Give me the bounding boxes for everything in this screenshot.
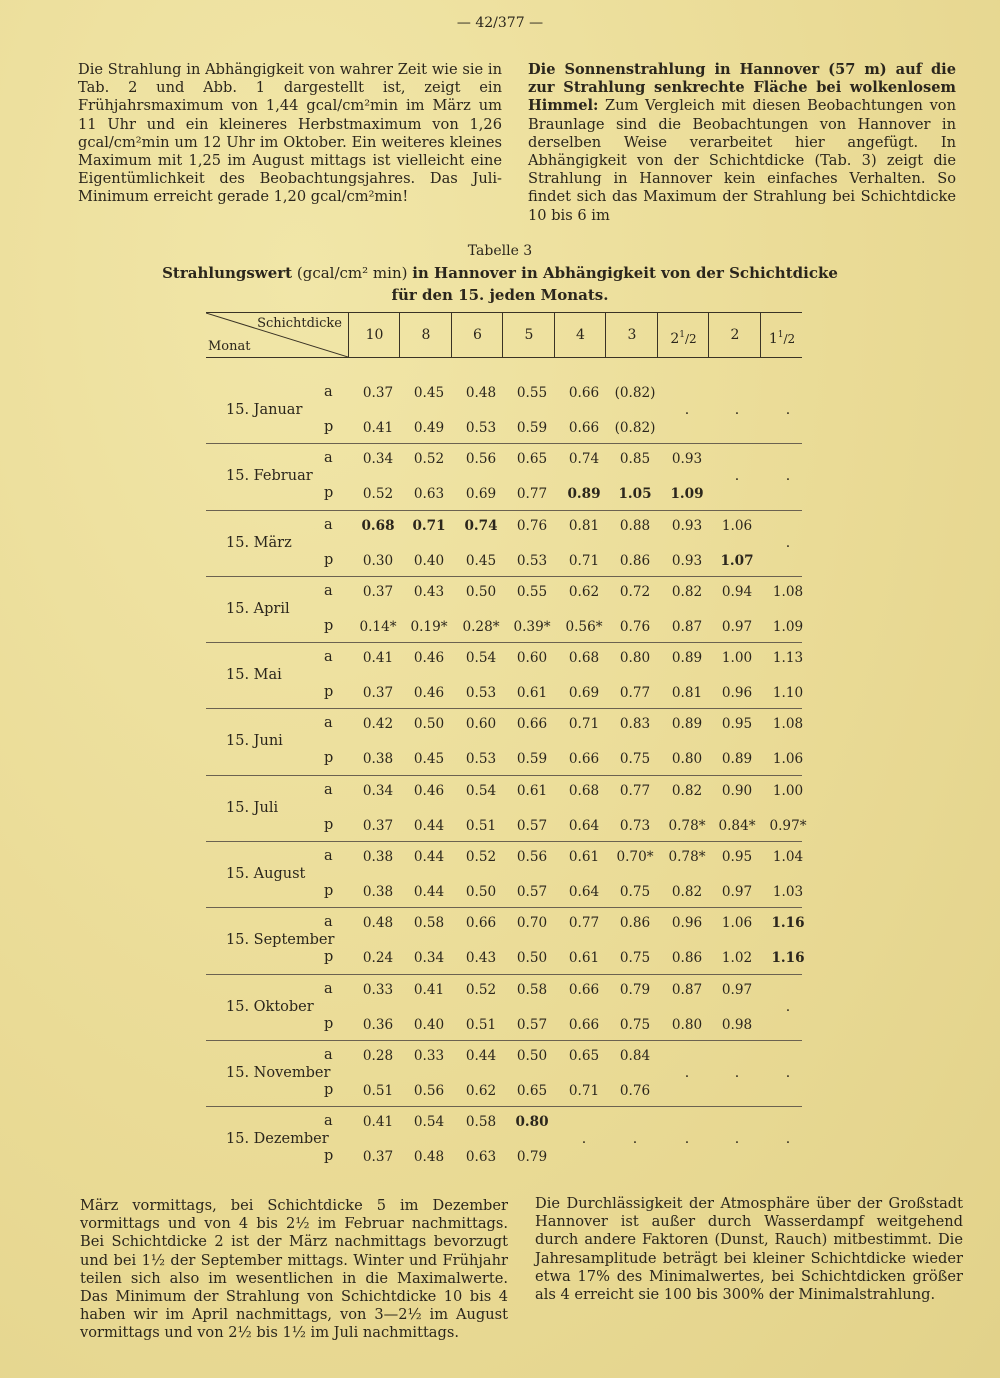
value-cell-p: 0.57 <box>516 884 548 901</box>
row-label-p: p <box>324 617 334 634</box>
value-cell-p: 0.28* <box>462 618 500 635</box>
empty-cell-dot: . <box>684 1131 690 1148</box>
row-label-p: p <box>324 816 334 833</box>
value-cell-a: 0.45 <box>413 385 445 401</box>
value-cell-p: 0.84* <box>718 817 756 834</box>
month-row <box>206 908 805 974</box>
empty-cell-dot: . <box>785 998 791 1015</box>
value-cell-a: 0.66 <box>568 981 600 998</box>
row-label-a: a <box>324 715 333 732</box>
month-row <box>206 975 802 1041</box>
value-cell-p: 0.59 <box>516 751 548 768</box>
corner-label-monat: Monat <box>208 339 251 354</box>
table-title-part1: Strahlungswert <box>162 264 293 282</box>
month-row <box>206 842 802 908</box>
page-number: — 42/377 — <box>456 15 544 31</box>
empty-cell-dot: . <box>734 1131 740 1148</box>
row-label-p: p <box>324 883 334 900</box>
table-title-unit: (gcal/cm² min) <box>292 264 413 282</box>
month-name: 15. April <box>226 600 290 617</box>
value-cell-p: 0.43 <box>465 950 497 967</box>
column-header-fraction-den: /2 <box>684 332 697 346</box>
value-cell-p: 1.09 <box>670 486 704 503</box>
value-cell-p: 0.66 <box>568 420 600 436</box>
value-cell-a: 0.70* <box>616 849 654 866</box>
empty-cell-dot: . <box>734 1064 740 1081</box>
value-cell-p: 0.97 <box>721 618 753 635</box>
intro-right-text: Zum Vergleich mit diesen Beobachtungen von Braunlage sind die Beobachtungen von Hannover in derselben Weise verarbeitet hier angefügt. In Abhängigkeit von der Schichtdicke (Tab. 3) zeigt die Strahlung in Hannover kein einfaches Verhalten. So findet sich das Maximum der Strahlung bei Schichtdicke 10 bis 6 im <box>528 97 956 224</box>
value-cell-p: 0.61 <box>568 950 600 967</box>
value-cell-p: 0.64 <box>568 884 600 901</box>
column-header <box>708 313 761 357</box>
value-cell-p: 0.53 <box>465 420 497 436</box>
value-cell-a: 0.78* <box>668 849 706 866</box>
value-cell-a: 0.60 <box>465 716 497 733</box>
value-cell-a: 0.54 <box>413 1114 445 1131</box>
value-cell-a: 0.93 <box>671 451 703 468</box>
value-cell-p: 0.66 <box>568 1016 600 1033</box>
value-cell-p: 0.57 <box>516 1016 548 1033</box>
value-cell-a: 0.76 <box>516 517 548 534</box>
value-cell-p: 1.02 <box>721 950 753 967</box>
value-cell-p: 0.77 <box>619 685 651 702</box>
value-cell-p: 0.78* <box>668 817 706 834</box>
month-name: 15. Mai <box>226 667 282 684</box>
value-cell-p: 0.51 <box>465 1016 497 1033</box>
value-cell-p: 0.81 <box>671 685 703 702</box>
empty-cell-dot: . <box>734 468 740 485</box>
value-cell-p: 0.63 <box>413 486 445 503</box>
value-cell-a: 0.58 <box>516 981 548 998</box>
value-cell-a: 0.50 <box>465 583 497 600</box>
value-cell-p: 0.30 <box>362 552 394 569</box>
value-cell-a: 1.08 <box>772 716 804 733</box>
outro-right-paragraph <box>535 1195 963 1304</box>
row-label-a: a <box>324 848 333 865</box>
value-cell-a: 0.80 <box>515 1114 549 1131</box>
empty-cell-dot: . <box>785 468 791 485</box>
column-header <box>760 313 803 357</box>
value-cell-p: 0.53 <box>465 685 497 702</box>
row-label-a: a <box>324 781 333 798</box>
value-cell-a: 0.55 <box>516 385 548 401</box>
value-cell-p: 0.66 <box>568 751 600 768</box>
value-cell-a: 0.65 <box>516 451 548 468</box>
value-cell-a: 0.61 <box>516 782 548 799</box>
value-cell-a: 0.50 <box>516 1047 548 1064</box>
value-cell-a: 0.55 <box>516 583 548 600</box>
value-cell-p: 0.97 <box>721 884 753 901</box>
value-cell-p: 0.53 <box>516 552 548 569</box>
header-corner-cell <box>206 313 348 357</box>
value-cell-p: 0.93 <box>671 552 703 569</box>
row-label-a: a <box>324 450 333 467</box>
column-header-value: 2 <box>670 331 680 347</box>
row-label-a: a <box>324 1046 333 1063</box>
month-name: 15. März <box>226 534 292 551</box>
value-cell-a: 0.77 <box>619 782 651 799</box>
empty-cell-dot: . <box>785 534 791 551</box>
value-cell-a: 1.06 <box>721 517 753 534</box>
value-cell-a: 0.74 <box>568 451 600 468</box>
row-label-p: p <box>324 684 334 701</box>
month-row <box>206 378 802 444</box>
intro-right-paragraph <box>528 61 956 225</box>
value-cell-a: 0.44 <box>465 1047 497 1064</box>
value-cell-a: 0.41 <box>362 650 394 667</box>
value-cell-a: 0.54 <box>465 650 497 667</box>
value-cell-a: 0.84 <box>619 1047 651 1064</box>
value-cell-p: 0.57 <box>516 817 548 834</box>
column-header-value: 4 <box>576 327 585 343</box>
column-header-fraction-num: 1 <box>777 330 784 340</box>
row-label-p: p <box>324 949 334 966</box>
value-cell-a: 0.81 <box>568 517 600 534</box>
value-cell-p: 0.51 <box>465 817 497 834</box>
value-cell-p: 1.03 <box>772 884 804 901</box>
month-name: 15. November <box>226 1064 331 1081</box>
value-cell-p: 0.40 <box>413 552 445 569</box>
empty-cell-dot: . <box>785 1064 791 1081</box>
value-cell-a: 0.82 <box>671 583 703 600</box>
column-header <box>502 313 555 357</box>
value-cell-p: 0.62 <box>465 1082 497 1099</box>
value-cell-p: 0.75 <box>619 751 651 768</box>
value-cell-p: 0.75 <box>619 1016 651 1033</box>
value-cell-p: 0.73 <box>619 817 651 834</box>
month-row <box>206 1107 802 1172</box>
month-row <box>206 643 802 709</box>
month-name: 15. Februar <box>226 468 313 485</box>
column-header <box>348 313 400 357</box>
value-cell-a: 0.46 <box>413 650 445 667</box>
value-cell-p: 0.14* <box>359 618 397 635</box>
value-cell-p: 0.75 <box>619 884 651 901</box>
value-cell-a: 0.68 <box>568 782 600 799</box>
value-cell-p: 0.76 <box>619 1082 651 1099</box>
empty-cell-dot: . <box>785 402 791 418</box>
value-cell-p: 0.37 <box>362 685 394 702</box>
value-cell-a: 0.33 <box>362 981 394 998</box>
row-label-p: p <box>324 419 334 435</box>
value-cell-p: 0.80 <box>671 1016 703 1033</box>
value-cell-p: 0.75 <box>619 950 651 967</box>
row-label-a: a <box>324 649 333 666</box>
value-cell-p: 0.50 <box>465 884 497 901</box>
row-label-p: p <box>324 1148 334 1165</box>
value-cell-a: 0.68 <box>361 517 395 534</box>
value-cell-p: (0.82) <box>614 420 656 436</box>
table-body <box>206 378 807 1173</box>
value-cell-p: 0.80 <box>671 751 703 768</box>
month-name: 15. September <box>226 932 335 949</box>
value-cell-a: 0.44 <box>413 849 445 866</box>
value-cell-p: 0.82 <box>671 884 703 901</box>
value-cell-p: 0.86 <box>619 552 651 569</box>
column-header-value: 1 <box>768 331 778 347</box>
value-cell-p: 0.77 <box>516 486 548 503</box>
value-cell-p: 0.97* <box>769 817 807 834</box>
value-cell-p: 0.56 <box>413 1082 445 1099</box>
value-cell-p: 0.98 <box>721 1016 753 1033</box>
value-cell-a: 0.62 <box>568 583 600 600</box>
value-cell-a: 0.56 <box>465 451 497 468</box>
month-name: 15. Juni <box>226 733 283 750</box>
column-header-value: 5 <box>524 327 534 343</box>
value-cell-a: 1.06 <box>721 915 753 932</box>
value-cell-p: 1.06 <box>772 751 804 768</box>
table-title-part2: in Hannover in Abhängigkeit von der Schichtdicke <box>412 264 838 282</box>
row-label-a: a <box>324 914 333 931</box>
value-cell-a: 0.66 <box>465 915 497 932</box>
value-cell-a: 0.68 <box>568 650 600 667</box>
value-cell-p: 0.61 <box>516 685 548 702</box>
value-cell-a: (0.82) <box>614 385 656 401</box>
month-row <box>206 776 807 842</box>
intro-left-text: Die Strahlung in Abhängigkeit von wahrer Zeit wie sie in Tab. 2 und Abb. 1 dargestellt ist, zeigt ein Frühjahrsmaximum von 1,44 gcal/cm²min im März um 11 Uhr und ein kleineres Herbstmaximum von 1,26 gcal/cm²min um 12 Uhr im Oktober. Ein weiteres kleines Maximum mit 1,25 im August mittags ist vielleicht eine Eigentümlichkeit des Beobachtungsjahres. Das Juli-Minimum erreicht gerade 1,20 gcal/cm²min! <box>78 61 502 206</box>
value-cell-a: 0.88 <box>619 517 651 534</box>
month-row <box>206 1041 802 1107</box>
value-cell-a: 0.65 <box>568 1047 600 1064</box>
value-cell-a: 0.70 <box>516 915 548 932</box>
column-header <box>657 313 709 357</box>
value-cell-p: 1.07 <box>720 552 754 569</box>
table-label: Tabelle 3 <box>467 243 533 259</box>
value-cell-p: 0.69 <box>568 685 600 702</box>
column-header <box>451 313 503 357</box>
value-cell-a: 1.04 <box>772 849 804 866</box>
column-header <box>605 313 658 357</box>
value-cell-p: 0.53 <box>465 751 497 768</box>
value-cell-a: 0.41 <box>362 1114 394 1131</box>
value-cell-p: 0.46 <box>413 685 445 702</box>
value-cell-a: 0.58 <box>465 1114 497 1131</box>
month-name: 15. Oktober <box>226 998 314 1015</box>
value-cell-p: 0.65 <box>516 1082 548 1099</box>
value-cell-a: 0.93 <box>671 517 703 534</box>
value-cell-p: 0.51 <box>362 1082 394 1099</box>
value-cell-a: 0.34 <box>362 782 394 799</box>
value-cell-p: 1.10 <box>772 685 804 702</box>
table-title <box>0 264 1000 282</box>
value-cell-p: 0.40 <box>413 1016 445 1033</box>
value-cell-a: 0.54 <box>465 782 497 799</box>
intro-right-heading: Die Sonnenstrahlung in Hannover (57 m) auf die zur Strahlung senkrechte Fläche bei wolkenlosem Himmel: <box>528 61 956 115</box>
value-cell-a: 0.58 <box>413 915 445 932</box>
value-cell-p: 0.44 <box>413 817 445 834</box>
value-cell-p: 0.37 <box>362 1149 394 1166</box>
value-cell-p: 0.69 <box>465 486 497 503</box>
value-cell-p: 0.86 <box>671 950 703 967</box>
value-cell-p: 0.96 <box>721 685 753 702</box>
value-cell-p: 0.64 <box>568 817 600 834</box>
value-cell-a: 0.37 <box>362 385 394 401</box>
value-cell-p: 0.71 <box>568 552 600 569</box>
value-cell-p: 0.52 <box>362 486 394 503</box>
value-cell-p: 0.38 <box>362 884 394 901</box>
row-label-a: a <box>324 516 333 533</box>
value-cell-a: 0.52 <box>465 981 497 998</box>
value-cell-p: 0.56* <box>565 618 603 635</box>
value-cell-a: 0.89 <box>671 716 703 733</box>
value-cell-a: 0.60 <box>516 650 548 667</box>
month-name: 15. Dezember <box>226 1131 329 1148</box>
value-cell-a: 0.50 <box>413 716 445 733</box>
value-cell-a: 0.66 <box>568 385 600 401</box>
value-cell-a: 1.08 <box>772 583 804 600</box>
value-cell-p: 0.79 <box>516 1149 548 1166</box>
value-cell-a: 0.43 <box>413 583 445 600</box>
value-cell-p: 0.71 <box>568 1082 600 1099</box>
value-cell-p: 0.45 <box>413 751 445 768</box>
column-header-value: 10 <box>365 327 384 343</box>
value-cell-a: 0.80 <box>619 650 651 667</box>
value-cell-p: 0.44 <box>413 884 445 901</box>
value-cell-a: 0.96 <box>671 915 703 932</box>
column-header <box>554 313 606 357</box>
radiation-table <box>206 312 807 1173</box>
value-cell-a: 0.95 <box>721 849 753 866</box>
month-row <box>206 444 802 510</box>
row-label-p: p <box>324 1015 334 1032</box>
value-cell-a: 0.61 <box>568 849 600 866</box>
value-cell-a: 0.48 <box>465 385 497 401</box>
value-cell-a: 0.95 <box>721 716 753 733</box>
value-cell-p: 0.89 <box>721 751 753 768</box>
value-cell-a: 0.71 <box>412 517 446 534</box>
value-cell-a: 0.33 <box>413 1047 445 1064</box>
value-cell-p: 0.89 <box>567 486 601 503</box>
value-cell-a: 0.87 <box>671 981 703 998</box>
value-cell-p: 0.48 <box>413 1149 445 1166</box>
month-row <box>206 511 802 577</box>
value-cell-p: 0.41 <box>362 420 394 436</box>
value-cell-a: 0.52 <box>413 451 445 468</box>
intro-left-paragraph <box>78 61 502 207</box>
value-cell-p: 1.05 <box>618 486 652 503</box>
value-cell-p: 0.37 <box>362 817 394 834</box>
month-row <box>206 577 802 643</box>
empty-cell-dot: . <box>632 1131 638 1148</box>
value-cell-a: 1.13 <box>772 650 804 667</box>
month-name: 15. August <box>226 866 306 883</box>
value-cell-p: 0.59 <box>516 420 548 436</box>
value-cell-a: 0.46 <box>413 782 445 799</box>
month-row <box>206 709 802 775</box>
value-cell-p: 0.38 <box>362 751 394 768</box>
value-cell-a: 0.77 <box>568 915 600 932</box>
value-cell-a: 0.52 <box>465 849 497 866</box>
value-cell-a: 0.66 <box>516 716 548 733</box>
value-cell-a: 1.00 <box>772 782 804 799</box>
value-cell-a: 0.34 <box>362 451 394 468</box>
value-cell-a: 0.42 <box>362 716 394 733</box>
value-cell-p: 1.09 <box>772 618 804 635</box>
empty-cell-dot: . <box>734 402 740 418</box>
value-cell-p: 0.76 <box>619 618 651 635</box>
value-cell-p: 0.36 <box>362 1016 394 1033</box>
outro-right-text: Die Durchlässigkeit der Atmosphäre über der Großstadt Hannover ist außer durch Wasserdampf weitgehend durch andere Faktoren (Dunst, Rauch) mitbestimmt. Die Jahresamplitude beträgt bei kleiner Schichtdicke wieder etwa 17% des Minimalwertes, bei Schichtdicken größer als 4 erreicht sie 100 bis 300% der Minimalstrahlung. <box>535 1195 963 1304</box>
value-cell-a: 1.00 <box>721 650 753 667</box>
value-cell-p: 0.19* <box>410 618 448 635</box>
value-cell-p: 0.87 <box>671 618 703 635</box>
value-cell-a: 0.85 <box>619 451 651 468</box>
row-label-p: p <box>324 485 334 502</box>
value-cell-a: 0.41 <box>413 981 445 998</box>
value-cell-p: 0.49 <box>413 420 445 436</box>
value-cell-a: 1.16 <box>771 915 805 932</box>
row-label-p: p <box>324 551 334 568</box>
empty-cell-dot: . <box>684 1064 690 1081</box>
row-label-a: a <box>324 1113 333 1130</box>
value-cell-p: 0.50 <box>516 950 548 967</box>
row-label-a: a <box>324 582 333 599</box>
month-name: 15. Januar <box>226 402 303 418</box>
row-label-a: a <box>324 384 333 400</box>
empty-cell-dot: . <box>684 402 690 418</box>
value-cell-a: 0.72 <box>619 583 651 600</box>
value-cell-a: 0.90 <box>721 782 753 799</box>
row-label-a: a <box>324 980 333 997</box>
column-header-value: 6 <box>473 327 482 343</box>
value-cell-a: 0.74 <box>464 517 498 534</box>
value-cell-a: 0.86 <box>619 915 651 932</box>
column-header-fraction-den: /2 <box>783 332 796 346</box>
value-cell-a: 0.37 <box>362 583 394 600</box>
table-title-line2: für den 15. jeden Monats. <box>391 286 609 304</box>
column-header-value: 8 <box>421 327 431 343</box>
value-cell-a: 0.71 <box>568 716 600 733</box>
value-cell-a: 0.28 <box>362 1047 394 1064</box>
corner-label-schichtdicke: Schichtdicke <box>257 316 342 331</box>
outro-left-text: März vormittags, bei Schichtdicke 5 im Dezember vormittags und von 4 bis 2½ im Februar nachmittags. Bei Schichtdicke 2 ist der März nachmittags bevorzugt und bei 1½ der September mittags. Winter und Frühjahr teilen sich also im wesentlichen in die Maximalwerte. Das Minimum der Strahlung von Schichtdicke 10 bis 4 haben wir im April nachmittags, von 3—2½ im August vormittags und von 2½ bis 1½ im Juli nachmittags. <box>80 1197 508 1342</box>
value-cell-p: 0.39* <box>513 618 551 635</box>
value-cell-a: 0.83 <box>619 716 651 733</box>
value-cell-p: 0.45 <box>465 552 497 569</box>
value-cell-p: 0.63 <box>465 1149 497 1166</box>
table-header <box>206 312 802 358</box>
outro-left-paragraph <box>80 1197 508 1343</box>
column-header-value: 2 <box>730 327 740 343</box>
empty-cell-dot: . <box>785 1131 791 1148</box>
value-cell-a: 0.94 <box>721 583 753 600</box>
value-cell-a: 0.56 <box>516 849 548 866</box>
value-cell-a: 0.79 <box>619 981 651 998</box>
row-label-p: p <box>324 1081 334 1098</box>
value-cell-p: 0.34 <box>413 950 445 967</box>
value-cell-p: 0.24 <box>362 950 394 967</box>
value-cell-a: 0.82 <box>671 782 703 799</box>
row-label-p: p <box>324 750 334 767</box>
column-header-fraction-num: 1 <box>679 330 685 340</box>
value-cell-a: 0.48 <box>362 915 394 932</box>
value-cell-p: 1.16 <box>771 950 805 967</box>
empty-cell-dot: . <box>581 1131 587 1148</box>
value-cell-a: 0.38 <box>362 849 394 866</box>
value-cell-a: 0.89 <box>671 650 703 667</box>
month-name: 15. Juli <box>226 799 279 816</box>
column-header <box>399 313 452 357</box>
column-header-value: 3 <box>627 327 637 343</box>
value-cell-a: 0.97 <box>721 981 753 998</box>
